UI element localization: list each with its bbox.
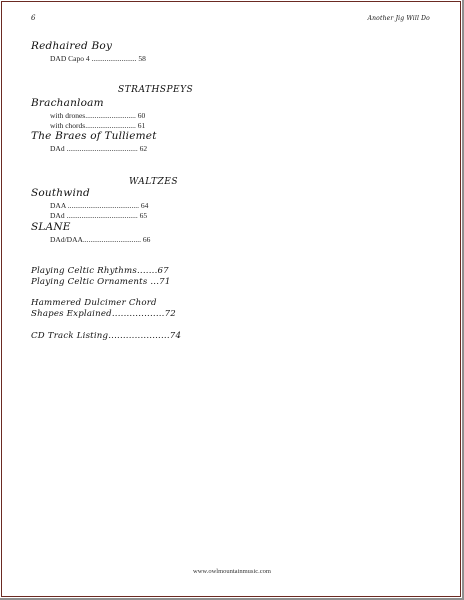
toc-chord-shapes-1: Hammered Dulcimer Chord bbox=[31, 298, 157, 308]
toc-title-slane: SLANE bbox=[31, 221, 71, 233]
running-title: Another Jig Will Do bbox=[367, 15, 430, 22]
toc-chord-shapes-2: Shapes Explained..................72 bbox=[31, 309, 176, 319]
toc-entry-brachanloam-1: with drones........................... 60 bbox=[50, 111, 146, 120]
toc-title-braes: The Braes of Tulliemet bbox=[31, 130, 157, 142]
section-heading-waltzes: WALTZES bbox=[129, 177, 179, 187]
section-heading-strathspeys: STRATHSPEYS bbox=[118, 85, 194, 95]
toc-entry-redhaired-1: DAD Capo 4 ........................ 58 bbox=[50, 54, 146, 63]
footer-url: www.owlmountainmusic.com bbox=[193, 568, 271, 575]
toc-title-brachanloam: Brachanloam bbox=[31, 97, 104, 109]
toc-title-redhaired-boy: Redhaired Boy bbox=[31, 40, 113, 52]
toc-playing-celtic-ornaments: Playing Celtic Ornaments ...71 bbox=[31, 277, 171, 287]
toc-playing-celtic-rhythms: Playing Celtic Rhythms.......67 bbox=[31, 266, 169, 276]
toc-entry-slane-1: DAd/DAA............................... 66 bbox=[50, 235, 151, 244]
toc-entry-brachanloam-2: with chords........................... 61 bbox=[50, 121, 146, 130]
toc-title-southwind: Southwind bbox=[31, 187, 90, 199]
toc-entry-braes-1: DAd ...................................... 62 bbox=[50, 144, 148, 153]
toc-cd-track-listing: CD Track Listing.....................74 bbox=[31, 331, 182, 341]
page-number: 6 bbox=[31, 14, 36, 22]
toc-entry-southwind-1: DAA ...................................... 64 bbox=[50, 201, 149, 210]
toc-entry-southwind-2: DAd ...................................... 65 bbox=[50, 211, 148, 220]
